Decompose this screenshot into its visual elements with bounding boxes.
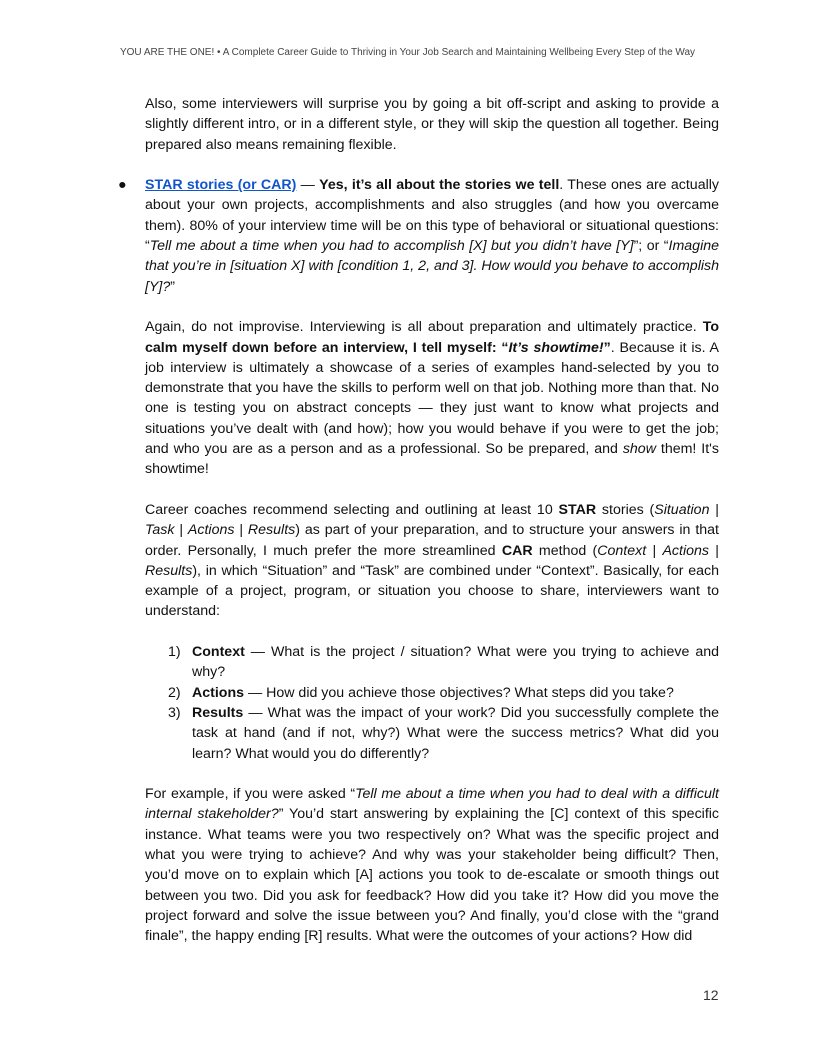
page-body: [118, 94, 720, 946]
paragraph-example: For example, if you were asked “Tell me about a time when you had to deal with a difficult internal stakeholder?” You’d start answering by explaining the [C] context of this specific instance. What teams were you two respectively on? What was the specific project and what you were trying to achieve? And why was your stakeholder being difficult? Then, you’d move on to explain which [A] actions you took to de-escalate or smooth things out between you two. Did you ask for feedback? How did you take it? How did you move the project forward and solve the issue between you? And finally, you’d close with the “grand finale”, the happy ending [R] results. What were the outcomes of your actions? How did: [145, 786, 720, 945]
paragraph-star-intro: STAR stories (or CAR) — Yes, it’s all about the stories we tell. These ones are actually about your own projects, accomplishments and also struggles (and how you overcame them). 80% of your interview time will be on this type of behavioral or situational questions: “Tell me about a time when you had to accomplish [X] but you didn’t have [Y]”; or “Imagine that you’re in [situation X] with [condition 1, 2, and 3]. How would you behave to accomplish [Y]?”: [145, 177, 720, 295]
question-example-2: Imagine that you’re in [situation X] with [condition 1, 2, and 3]. How would you behave to accomplish [Y]?: [145, 238, 720, 295]
page-number: 12: [703, 987, 719, 1003]
bullet-dot: ●: [118, 177, 127, 194]
star-bold-lead: Yes, it’s all about the stories we tell: [319, 177, 560, 194]
list-item: 3) Results — What was the impact of your work? Did you successfully complete the task at hand (and if not, why?) What were the success metrics? What did you learn? What would you do differently?: [168, 704, 719, 762]
car-numbered-list: [145, 642, 719, 764]
running-header: YOU ARE THE ONE! • A Complete Career Guide to Thriving in Your Job Search and Maintaining Wellbeing Every Step of the Way: [119, 47, 696, 58]
question-example-1: Tell me about a time when you had to accomplish [X] but you didn’t have [Y]: [149, 238, 634, 255]
bullet-star-stories: [118, 175, 720, 946]
paragraph-career-coaches: Career coaches recommend selecting and outlining at least 10 STAR stories (Situation | Task | Actions | Results) as part of your preparation, and to structure your answers in that order. Personally, I much prefer the more streamlined CAR method (Context | Actions | Results), in which “Situation” and “Task” are combined under “Context”. Basically, for each example of a project, program, or situation you choose to share, interviewers want to understand:: [145, 501, 720, 620]
list-item: 2) Actions — How did you achieve those objectives? What steps did you take?: [168, 684, 674, 701]
star-stories-link[interactable]: STAR stories (or CAR): [145, 177, 297, 194]
paragraph-flexibility: Also, some interviewers will surprise you by going a bit off-script and asking to provide a slightly different intro, or in a different style, or they will skip the question all together. Being prepared also means remaining flexible.: [145, 96, 719, 153]
paragraph-showtime: Again, do not improvise. Interviewing is all about preparation and ultimately practice. To calm myself down before an interview, I tell myself: “It’s showtime!”. Because it is. A job interview is ultimately a showcase of a series of examples hand-selected by you to demonstrate that you have the skills to perform well on that job. Nothing more than that. No one is testing you on abstract concepts — they just want to know what projects and situations you’ve dealt with (and how); how you would behave if you were to get the job; and who you are as a person and as a professional. So be prepared, and show them! It's showtime!: [145, 319, 719, 478]
list-item: 1) Context — What is the project / situation? What were you trying to achieve and why?: [168, 644, 719, 681]
